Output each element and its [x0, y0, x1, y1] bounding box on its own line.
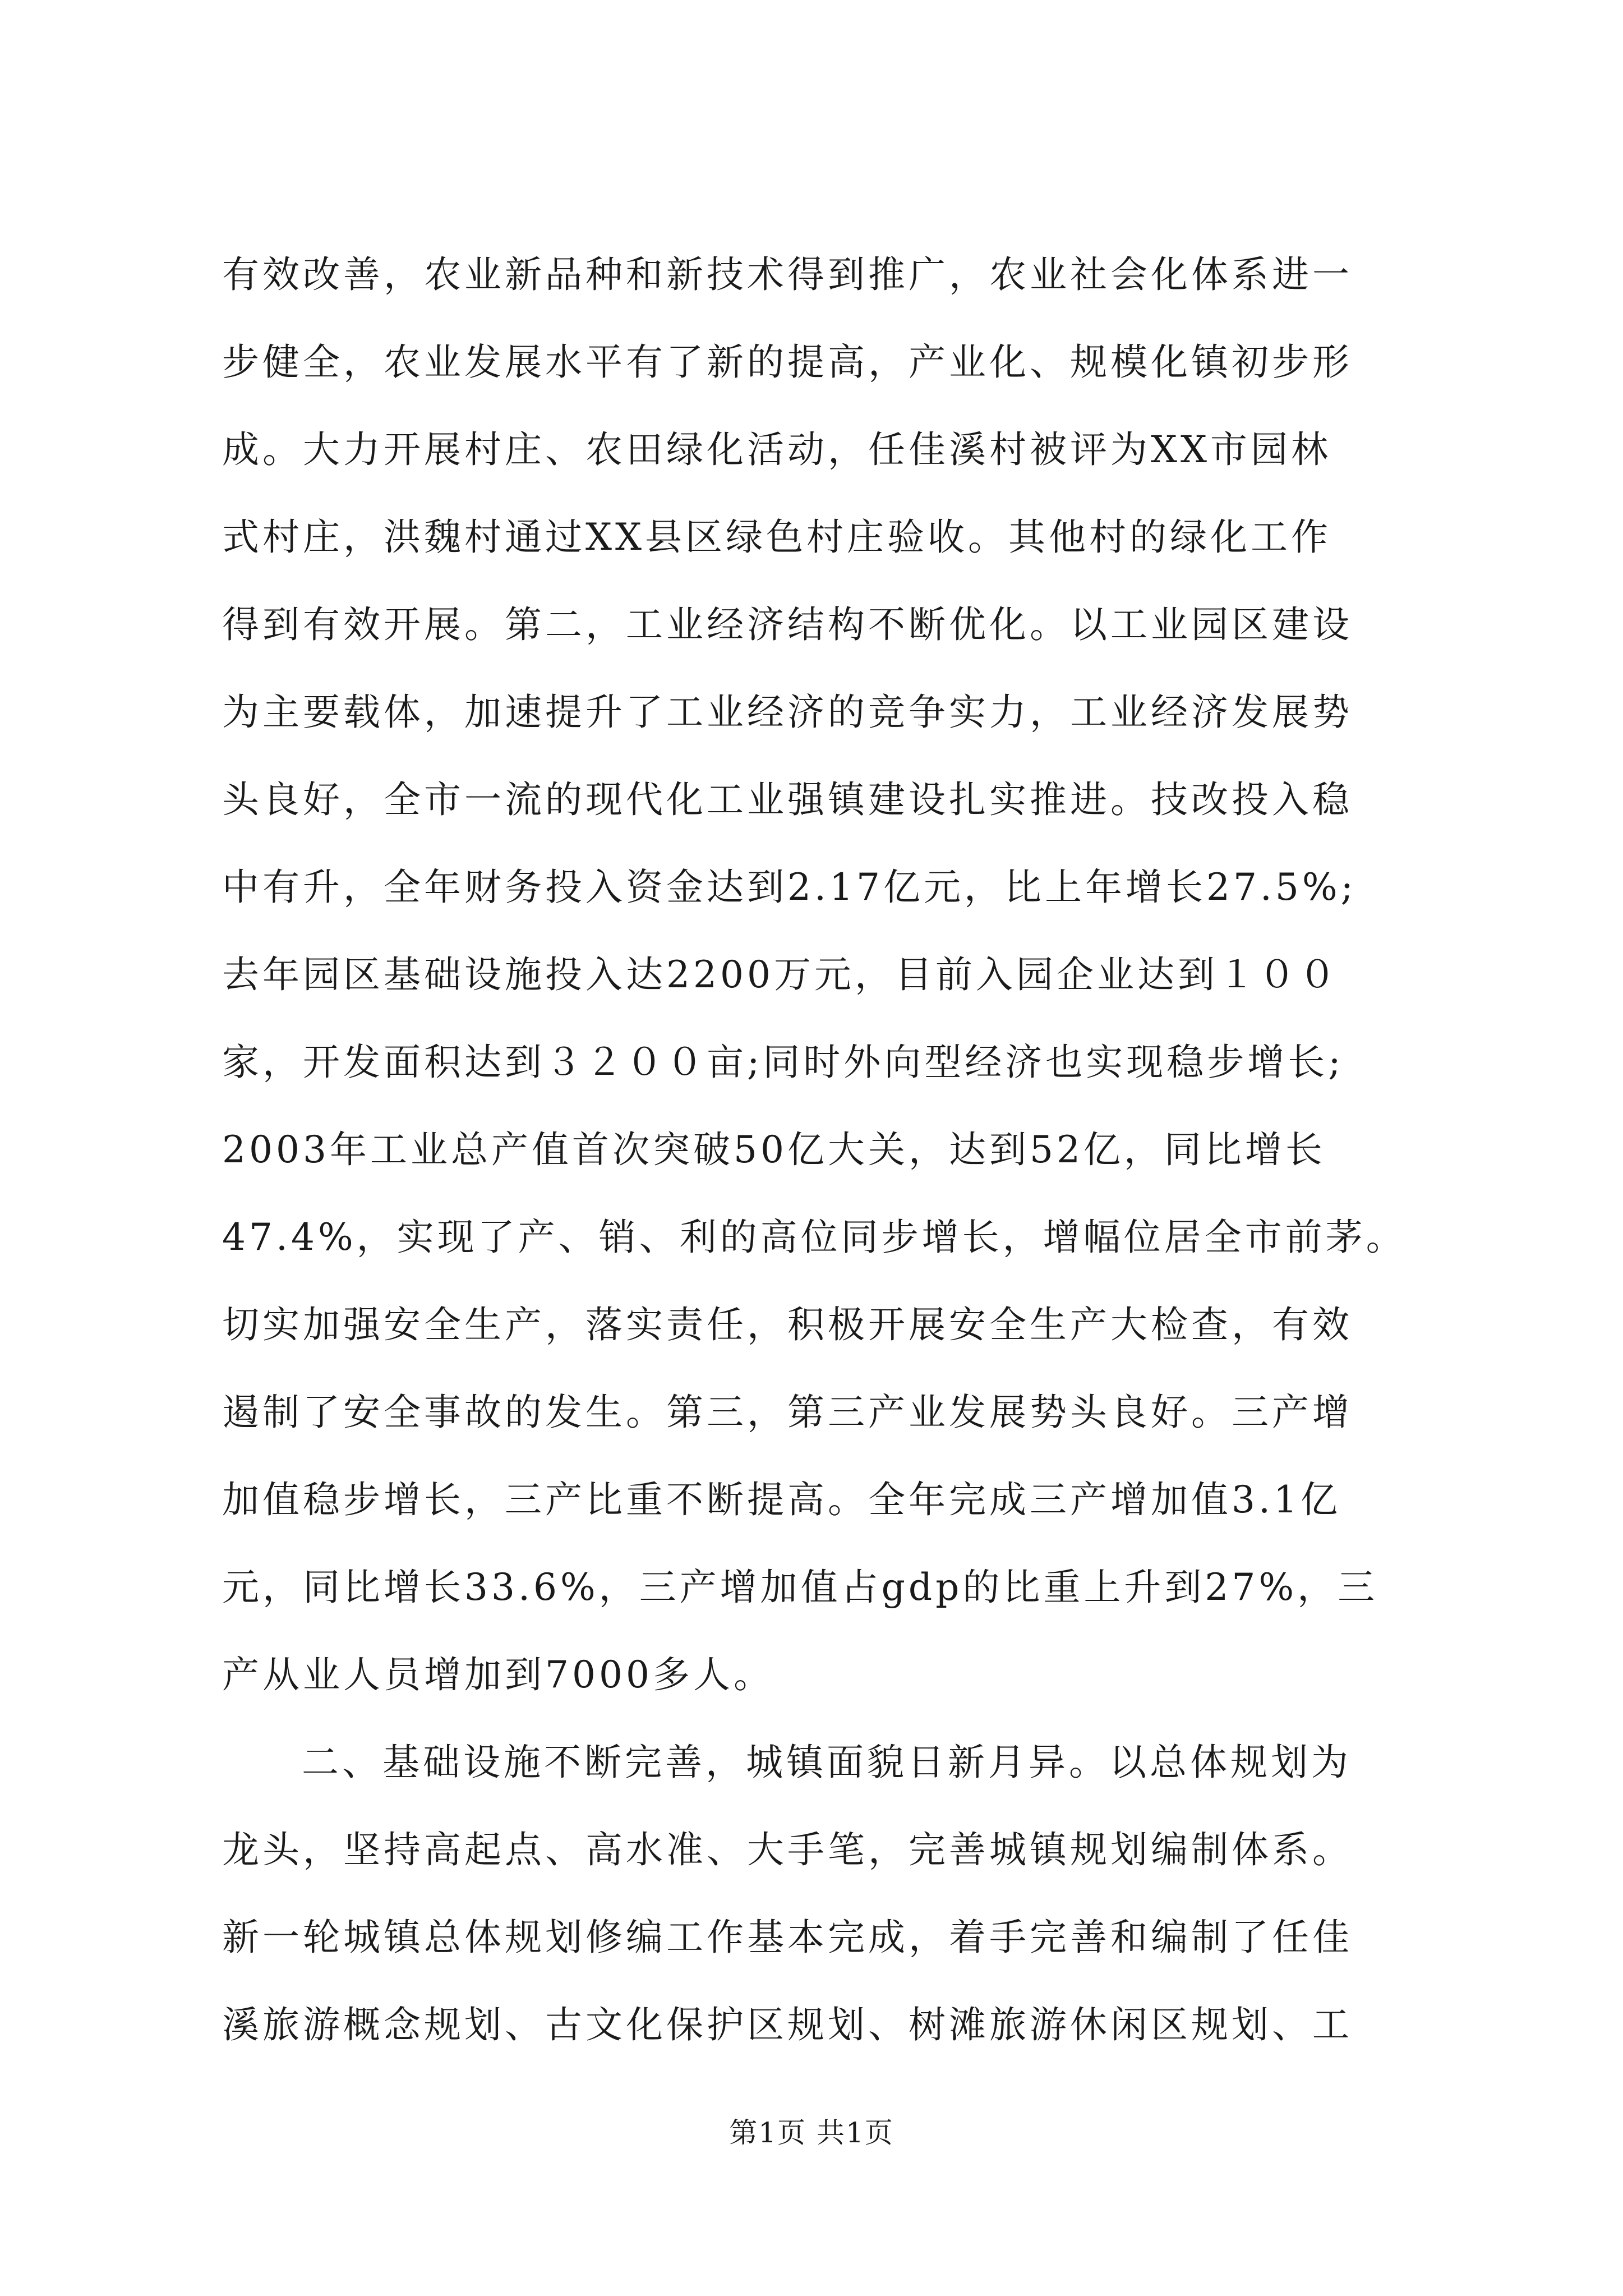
paragraph-line: 成。大力开展村庄、农田绿化活动，任佳溪村被评为XX市园林	[222, 428, 1331, 471]
paragraph-line: 得到有效开展。第二，工业经济结构不断优化。以工业园区建设	[222, 603, 1353, 646]
document-body	[222, 231, 1405, 2069]
paragraph-line: 为主要载体，加速提升了工业经济的竞争实力，工业经济发展势	[222, 691, 1353, 734]
paragraph-line: 中有升，全年财务投入资金达到2.17亿元，比上年增长27.5%;	[222, 866, 1357, 909]
paragraph-line: 头良好，全市一流的现代化工业强镇建设扎实推进。技改投入稳	[222, 778, 1353, 821]
paragraph-line: 龙头，坚持高起点、高水准、大手笔，完善城镇规划编制体系。	[222, 1828, 1353, 1871]
paragraph-line: 步健全，农业发展水平有了新的提高，产业化、规模化镇初步形	[222, 341, 1353, 384]
paragraph-line: 元，同比增长33.6%，三产增加值占gdp的比重上升到27%，三	[222, 1566, 1378, 1609]
paragraph-line: 切实加强安全生产，落实责任，积极开展安全生产大检查，有效	[222, 1303, 1353, 1346]
paragraph-line-indented: 二、基础设施不断完善，城镇面貌日新月异。以总体规划为	[302, 1741, 1352, 1784]
paragraph-line: 遏制了安全事故的发生。第三，第三产业发展势头良好。三产增	[222, 1391, 1353, 1434]
paragraph-line: 产从业人员增加到7000多人。	[222, 1653, 774, 1696]
paragraph-line: 2003年工业总产值首次突破50亿大关，达到52亿，同比增长	[222, 1128, 1326, 1171]
paragraph-line: 加值稳步增长，三产比重不断提高。全年完成三产增加值3.1亿	[222, 1478, 1341, 1521]
paragraph-line: 47.4%，实现了产、销、利的高位同步增长，增幅位居全市前茅。	[222, 1216, 1407, 1259]
paragraph-line: 新一轮城镇总体规划修编工作基本完成，着手完善和编制了任佳	[222, 1916, 1353, 1959]
paragraph-line: 家，开发面积达到３２００亩;同时外向型经济也实现稳步增长;	[222, 1041, 1344, 1084]
paragraph-line: 式村庄，洪魏村通过XX县区绿色村庄验收。其他村的绿化工作	[222, 516, 1331, 559]
page-number-footer: 第1页 共1页	[729, 2116, 894, 2149]
paragraph-line: 溪旅游概念规划、古文化保护区规划、树滩旅游休闲区规划、工	[222, 2003, 1353, 2046]
paragraph-line: 去年园区基础设施投入达2200万元，目前入园企业达到１００	[222, 953, 1339, 996]
paragraph-line: 有效改善，农业新品种和新技术得到推广，农业社会化体系进一	[222, 253, 1353, 296]
